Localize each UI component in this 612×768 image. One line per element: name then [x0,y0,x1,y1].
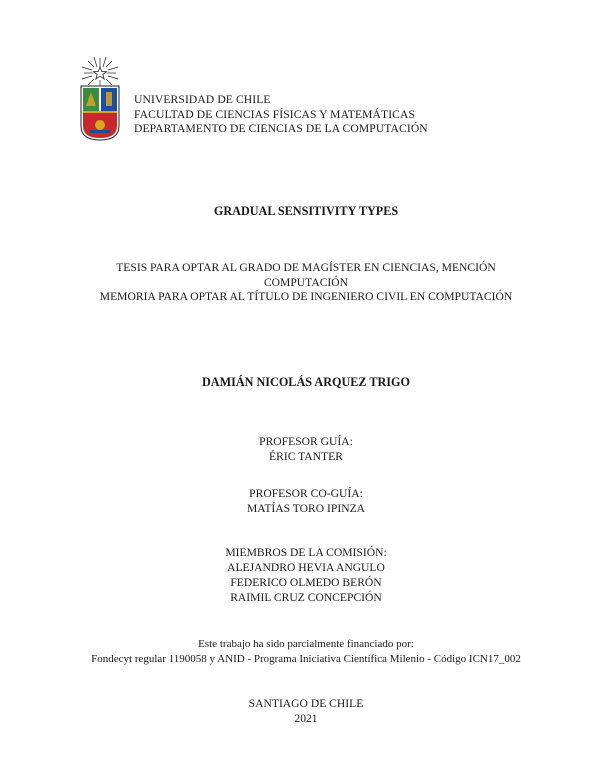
advisor-label: PROFESOR GUÍA: [259,435,353,448]
university-name: UNIVERSIDAD DE CHILE [134,93,271,106]
degree-line-1: TESIS PARA OPTAR AL GRADO DE MAGÍSTER EN CIENCIAS, MENCIÓN [116,261,496,274]
committee-label: MIEMBROS DE LA COMISIÓN: [225,546,387,559]
place-and-year [0,696,612,726]
committee-member: FEDERICO OLMEDO BERÓN [230,576,382,589]
advisor-section [0,434,612,464]
committee-member: RAIMIL CRUZ CONCEPCIÓN [230,591,382,604]
degree-line-3: MEMORIA PARA OPTAR AL TÍTULO DE INGENIERO CIVIL EN COMPUTACIÓN [99,290,513,303]
department-name: DEPARTAMENTO DE CIENCIAS DE LA COMPUTACIÓN [134,122,428,135]
degree-statement [0,261,612,305]
funding-line-1: Este trabajo ha sido parcialmente financiado por: [198,638,414,650]
degree-line-2: COMPUTACIÓN [263,275,349,289]
advisor-name: ÉRIC TANTER [269,450,343,463]
coadvisor-name: MATÍAS TORO IPINZA [246,502,366,515]
author-name: DAMIÁN NICOLÁS ARQUEZ TRIGO [201,375,410,389]
university-crest-logo [80,54,120,142]
star-icon [93,67,106,79]
coadvisor-section [0,486,612,516]
committee-section [0,545,612,605]
funding-line-2: Fondecyt regular 1190058 y ANID - Programa Iniciativa Científica Milenio - Código ICN17_002 [91,653,521,665]
funding-note [0,637,612,667]
shield-icon [81,86,119,140]
institution-header [134,93,428,137]
year: 2021 [294,712,318,725]
place: SANTIAGO DE CHILE [248,697,364,710]
thesis-title: GRADUAL SENSITIVITY TYPES [213,204,399,218]
coadvisor-label: PROFESOR CO-GUÍA: [249,487,363,500]
committee-member: ALEJANDRO HEVIA ANGULO [227,561,385,574]
faculty-name: FACULTAD DE CIENCIAS FÍSICAS Y MATEMÁTICAS [134,107,416,121]
